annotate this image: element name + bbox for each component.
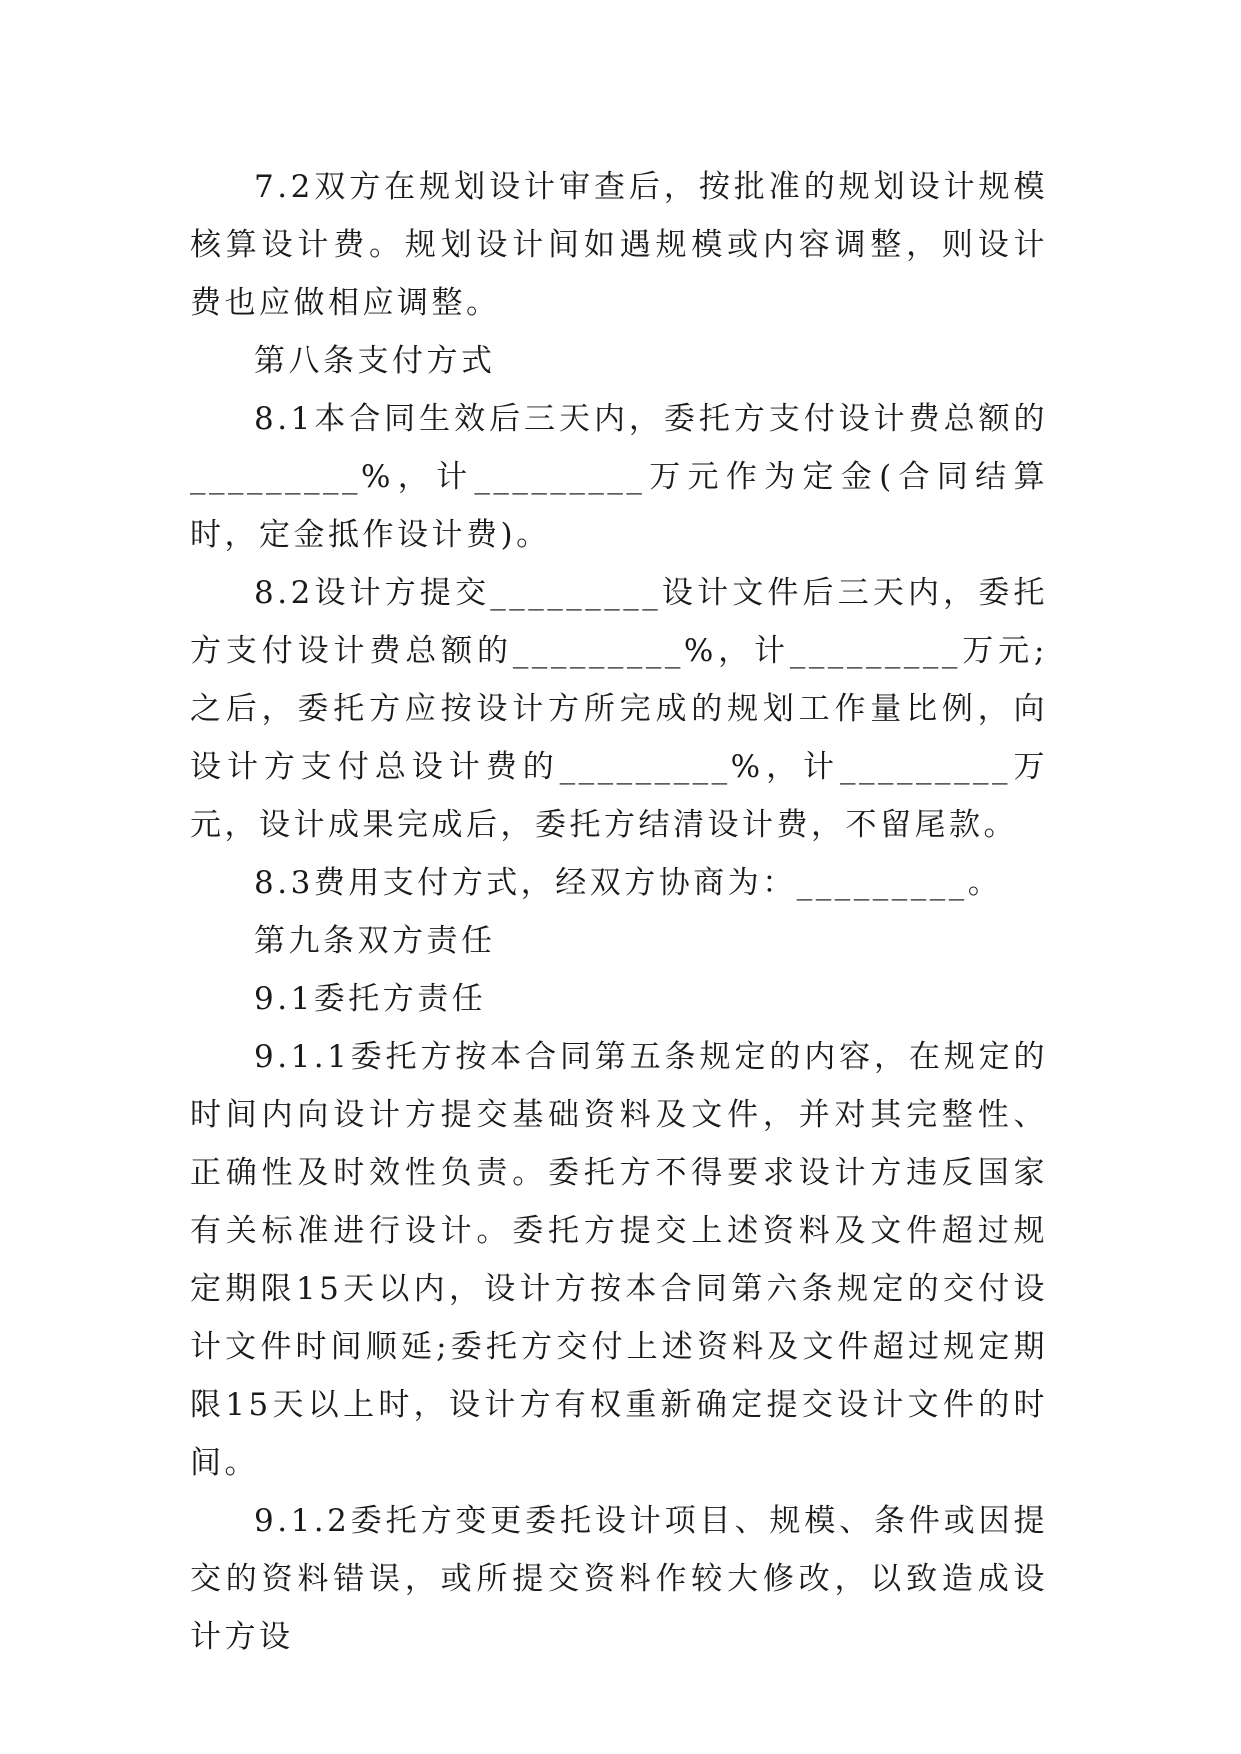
article-8-heading: 第八条支付方式: [254, 343, 496, 379]
clause-8-1: 8.1本合同生效后三天内，委托方支付设计费总额的_________%，计_________万元作为定金(合同结算时，定金抵作设计费)。: [190, 401, 1048, 553]
clause-7-2: 7.2双方在规划设计审查后，按批准的规划设计规模核算设计费。规划设计间如遇规模或内容调整，则设计费也应做相应调整。: [190, 169, 1048, 321]
article-9-heading: 第九条双方责任: [254, 923, 496, 959]
clause-9-1-heading: 9.1委托方责任: [254, 981, 487, 1017]
clause-9-1-2: 9.1.2委托方变更委托设计项目、规模、条件或因提交的资料错误，或所提交资料作较大修改，以致造成设计方设: [190, 1503, 1048, 1655]
clause-8-3: 8.3费用支付方式，经双方协商为：_________。: [254, 865, 1003, 901]
document-body: [190, 158, 1048, 1666]
clause-9-1-1: 9.1.1委托方按本合同第五条规定的内容，在规定的时间内向设计方提交基础资料及文件，并对其完整性、正确性及时效性负责。委托方不得要求设计方违反国家有关标准进行设计。委托方提交上述资料及文件超过规定期限15天以内，设计方按本合同第六条规定的交付设计文件时间顺延;委托方交付上述资料及文件超过规定期限15天以上时，设计方有权重新确定提交设计文件的时间。: [190, 1039, 1048, 1481]
clause-8-2: 8.2设计方提交_________设计文件后三天内，委托方支付设计费总额的_________%，计_________万元;之后，委托方应按设计方所完成的规划工作量比例，向设计方支付总设计费的_________%，计_________万元，设计成果完成后，委托方结清设计费，不留尾款。: [190, 575, 1048, 843]
